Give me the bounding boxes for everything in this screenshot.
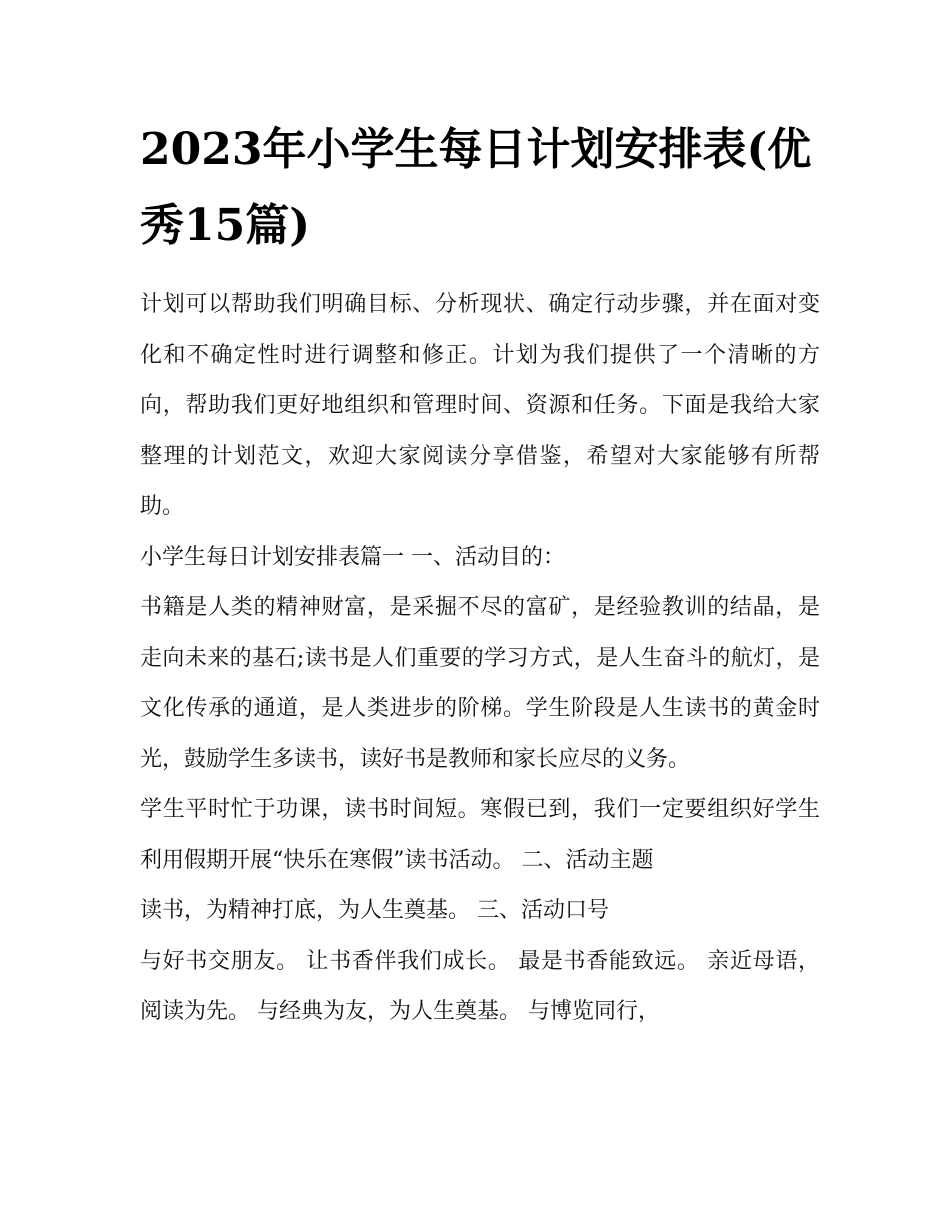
section-heading-paragraph: 小学生每日计划安排表篇一 一、活动目的： <box>140 544 565 570</box>
body-paragraph: 书籍是人类的精神财富，是采掘不尽的富矿，是经验教训的结晶，是走向未来的基石;读书是人们重要的学习方式，是人生奋斗的航灯，是文化传承的通道，是人类进步的阶梯。学生阶段是人生读书的黄金时光，鼓励学生多读书，读好书是教师和家长应尽的义务。 <box>140 595 820 772</box>
body-paragraph: 学生平时忙于功课，读书时间短。寒假已到，我们一定要组织好学生利用假期开展“快乐在寒假”读书活动。 二、活动主题 <box>140 797 820 873</box>
document-body <box>140 280 820 1038</box>
body-paragraph: 读书，为精神打底，为人生奠基。 三、活动口号 <box>140 898 609 923</box>
body-paragraph: 与好书交朋友。 让书香伴我们成长。 最是书香能致远。 亲近母语，阅读为先。 与经典为友，为人生奠基。 与博览同行， <box>140 948 820 1024</box>
document-title: 2023年小学生每日计划安排表(优秀15篇) <box>140 124 812 251</box>
intro-paragraph: 计划可以帮助我们明确目标、分析现状、确定行动步骤，并在面对变化和不确定性时进行调整和修正。计划为我们提供了一个清晰的方向，帮助我们更好地组织和管理时间、资源和任务。下面是我给大家整理的计划范文，欢迎大家阅读分享借鉴，希望对大家能够有所帮助。 <box>140 292 820 519</box>
